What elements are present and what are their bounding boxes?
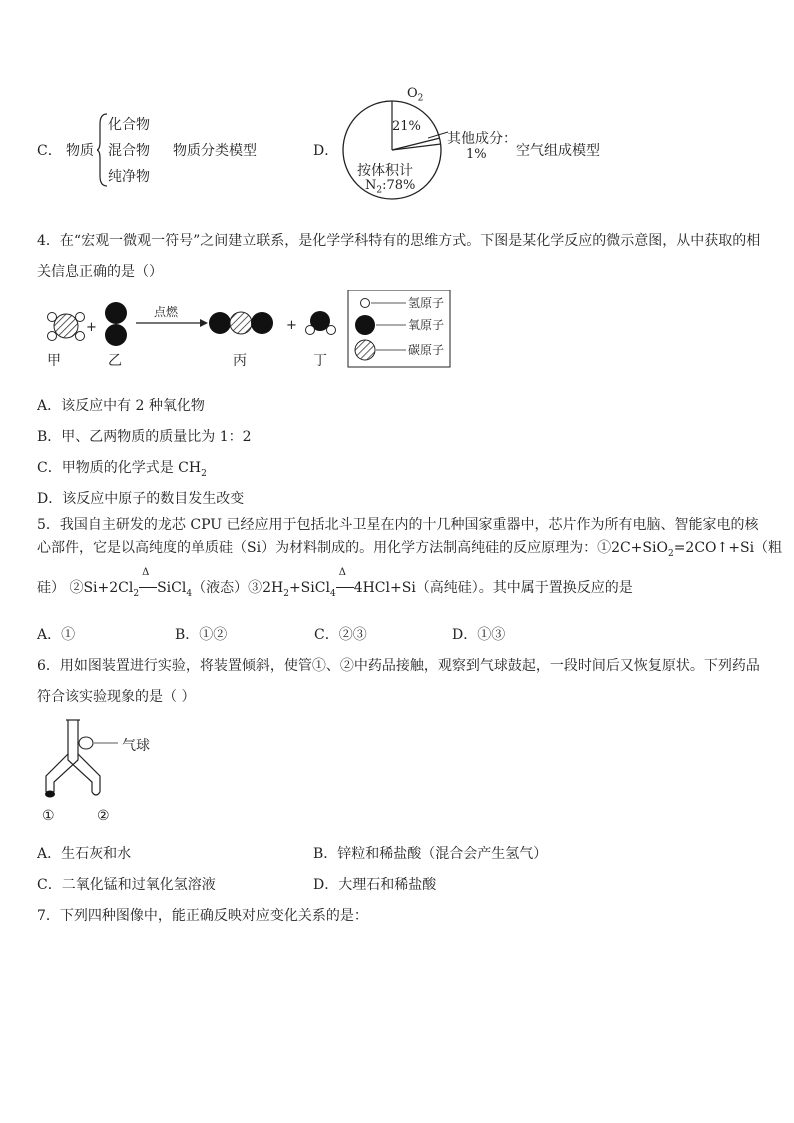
legend-carbon-icon <box>355 340 375 360</box>
option-d-caption: 空气组成模型 <box>516 143 600 159</box>
q4-option-c: C．甲物质的化学式是 $CH_2$ <box>37 460 207 479</box>
q5-stem-line1: 5．我国自主研发的龙芯 CPU 已经应用于包括北斗卫星在内的十几种国家重器中，芯片作为所有电脑、智能家电的核 <box>37 517 759 533</box>
q4-stem-line2: 关信息正确的是（） <box>37 264 163 280</box>
n2-label: $N_2:78\%$ <box>365 178 416 196</box>
tube1-contents <box>45 791 55 798</box>
branch-mixture: 混合物 <box>108 143 150 159</box>
delta-condition-1: Δ <box>139 580 157 596</box>
molecule-yi <box>105 302 127 346</box>
tube-stem <box>68 720 78 754</box>
q5-option-d: D．①③ <box>452 627 506 643</box>
label-ding: 丁 <box>313 353 327 369</box>
branch-compound: 化合物 <box>108 117 150 133</box>
q6-stem-line2: 符合该实验现象的是（ ） <box>37 689 196 705</box>
atom-legend <box>348 290 450 367</box>
q5-stem-line3: 硅） $②Si+2Cl_2$ Δ SiCl$_4$（液态）$③2H_2+SiCl_4$ Δ 4HCl+Si（高纯硅）。其中属于置换反应的是 <box>37 567 633 599</box>
molecule-jia <box>48 313 85 341</box>
q4-option-b: B．甲、乙两物质的质量比为 1：2 <box>37 429 252 445</box>
legend-oxygen-label: 氧原子 <box>408 318 445 332</box>
legend-oxygen-icon <box>355 315 375 335</box>
legend-hydrogen-label: 氢原子 <box>408 296 445 310</box>
plus-sign-1: + <box>86 320 97 335</box>
tube-right-arm <box>68 754 100 792</box>
q5-option-b: B．①② <box>175 627 228 643</box>
o2-percent: 21% <box>392 119 421 134</box>
classification-root: 物质 <box>66 143 94 159</box>
q4-option-a: A．该反应中有 2 种氧化物 <box>37 398 205 414</box>
q6-option-d: D．大理石和稀盐酸 <box>313 877 437 893</box>
o2-label: $O_2$ <box>407 86 424 104</box>
q5-stem-line2: 心部件，它是以高纯度的单质硅（Si）为材料制成的。用化学方法制高纯硅的反应原理为：①2C+SiO$_2$=2CO↑+Si（粗 <box>37 540 783 559</box>
balloon-label: 气球 <box>122 738 150 754</box>
option-c-letter: C． <box>37 143 62 159</box>
option-c-caption: 物质分类模型 <box>173 143 257 159</box>
tube-left-arm <box>46 754 78 792</box>
option-d-letter: D． <box>313 143 339 159</box>
molecule-bing <box>209 312 273 334</box>
other-percent: 1% <box>466 147 487 162</box>
q5-option-c: C．②③ <box>314 627 367 643</box>
arrow-head <box>200 319 208 327</box>
q4-option-d: D．该反应中原子的数目发生改变 <box>37 491 245 507</box>
q6-stem-line1: 6．用如图装置进行实验，将装置倾斜，使管①、②中药品接触，观察到气球鼓起，一段时间后又恢复原状。下列药品 <box>37 658 760 674</box>
branch-pure-substance: 纯净物 <box>108 169 150 185</box>
molecule-ding <box>306 311 336 335</box>
label-jia: 甲 <box>47 353 61 369</box>
tube-label-1: ① <box>42 808 55 824</box>
q6-option-c: C．二氧化锰和过氧化氢溶液 <box>37 877 216 893</box>
other-label: 其他成分： <box>447 131 517 147</box>
tube-label-2: ② <box>97 808 110 824</box>
legend-carbon-label: 碳原子 <box>408 343 445 357</box>
q6-option-b: B．锌粒和稀盐酸（混合会产生氢气） <box>313 846 548 862</box>
q7-stem: 7．下列四种图像中，能正确反映对应变化关系的是： <box>37 908 368 924</box>
q4-stem-line1: 4．在“宏观一微观一符号”之间建立联系，是化学学科特有的思维方式。下图是某化学反应的微示意图，从中获取的相 <box>37 233 761 249</box>
y-tube-apparatus <box>38 718 138 800</box>
balloon-icon <box>79 737 93 749</box>
q5-option-a: A．① <box>37 627 76 643</box>
plus-sign-2: + <box>286 318 297 333</box>
label-bing: 丙 <box>233 353 247 369</box>
label-yi: 乙 <box>108 353 122 369</box>
q6-option-a: A．生石灰和水 <box>37 846 132 862</box>
legend-hydrogen-icon <box>361 299 370 308</box>
pie-inner-text: 按体积计 <box>357 163 413 179</box>
reaction-condition: 点燃 <box>154 305 179 319</box>
reaction-diagram <box>40 290 460 372</box>
delta-condition-2: Δ <box>336 580 354 596</box>
